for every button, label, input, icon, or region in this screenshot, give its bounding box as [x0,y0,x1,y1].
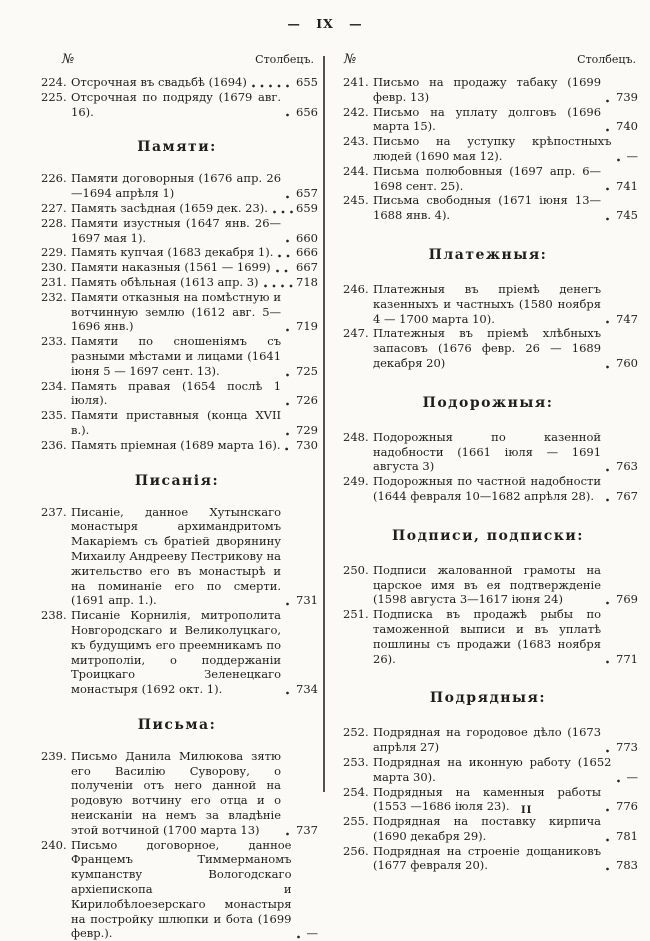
entry-title: Память засѣдная (1659 дек. 23). [71,200,268,215]
entry-column-number: 655 [296,75,318,89]
entry-column-number: 781 [616,828,638,843]
entry-title: Памяти наказныя (1561 — 1699) [71,260,271,275]
entry-title: Память купчая (1683 декабря 1). [71,245,274,260]
number-column-label: № [344,52,357,67]
entry-column-number: — [626,148,638,163]
left-column [36,52,318,941]
entry-column-number: 726 [296,393,318,408]
entry-column-number: 667 [296,260,318,275]
toc-entry [338,785,638,815]
entry-number: 230. [41,260,67,275]
entry-column-number: 730 [296,437,318,452]
toc-entry [338,844,638,874]
dot-leader [277,246,293,259]
toc-entry [36,379,318,409]
dot-leader [616,150,624,163]
dot-leader [285,231,293,244]
entry-title: Подрядная на иконную работу (1652 марта 30). [373,754,612,784]
dot-leader [285,594,293,607]
dot-leader [285,683,293,696]
entry-column-number: 719 [296,319,318,334]
entry-title: Платежныя въ пріемѣ хлѣбныхъ запасовъ (1676 февр. 26 — 1689 декабря 20) [373,326,602,370]
entry-title: Подорожныя по частной надобности (1644 февраля 10—1682 апрѣля 28). [373,474,602,503]
toc-entry [36,608,318,697]
entry-title: Письмо Данила Милюкова зятю его Василію Суворову, о полученіи отъ него данной на родовую вотчину его отца и о неисканіи на немъ за владѣніе этой вотчиной (1700 марта 13) [71,748,282,837]
toc-entry [36,438,318,453]
entry-number: 229. [41,245,67,260]
entry-title: Письма полюбовныя (1697 апр. 6—1698 сент. 25). [373,163,602,193]
right-column [338,52,638,873]
column-page-label: Столбецъ. [255,53,314,66]
entry-column-number: 771 [616,651,638,666]
entry-column-number: 656 [296,104,318,119]
toc-entry [338,430,638,474]
toc-entry [36,90,318,120]
entry-column-number: 660 [296,230,318,245]
toc-entry [36,838,318,941]
toc-entry [36,505,318,609]
entry-number: 241. [343,75,369,89]
dot-leader [605,357,613,370]
dot-leader [296,927,304,940]
toc-entry [338,164,638,194]
entry-column-number: 731 [296,593,318,608]
entry-title: Памяти изустныя (1647 янв. 26—1697 мая 1). [71,215,282,245]
entry-number: 234. [41,378,67,393]
toc-entry [36,334,318,378]
entry-column-number: 659 [296,200,318,215]
entry-number: 256. [343,843,369,858]
entry-title: Памяти договорныя (1676 апр. 26—1694 апрѣля 1) [71,171,282,201]
toc-entry [36,290,318,334]
entry-number: 238. [41,608,67,623]
entry-title: Памяти приставныя (конца XVII в.). [71,408,282,437]
entry-column-number: 783 [616,858,638,873]
entry-number: 231. [41,274,67,289]
entry-number: 247. [343,326,369,341]
entry-title: Подрядная на городовое дѣло (1673 апрѣля 27) [373,725,602,755]
entry-number: 233. [41,334,67,349]
entry-title: Подрядныя на каменныя работы (1553 —1686 іюля 23). [373,784,602,814]
entry-number: 251. [343,607,369,622]
dot-leader [605,830,613,843]
entry-title: Памяти отказныя на помѣстную и вотчинную землю (1612 авг. 5—1696 янв.) [71,289,282,334]
entry-number: 246. [343,281,369,296]
number-column-label: № [62,52,75,67]
toc-entry [36,245,318,260]
dot-leader [285,320,293,333]
section-heading: Подорожныя: [422,394,554,411]
right-column-entries [338,75,638,873]
entry-number: 227. [41,200,67,215]
toc-entry [338,282,638,326]
section-heading: Памяти: [137,139,217,156]
dot-leader [285,394,293,407]
entry-title: Памяти по сношеніямъ съ разными мѣстами и лицами (1641 іюня 5 — 1697 сент. 13). [71,334,282,378]
toc-entry [338,105,638,135]
toc-entry [338,134,638,164]
entry-title: Подписка въ продажѣ рыбы по таможенной выписи и въ уплатѣ пошлины съ продажи (1683 ноября 26). [373,607,602,666]
dot-leader [605,593,613,606]
entry-number: 240. [41,837,67,852]
dot-leader [605,490,613,503]
dot-leader [605,741,613,754]
page-number-header: — IX — [287,16,363,31]
entry-title: Письмо договорное, данное Францемъ Тиммерманомъ кумпанству Вологодскаго архіепископа и Кирилобѣлоезерскаго монастыря на постройку шлюпки и бота (1699 февр.). [71,837,292,941]
entry-number: 235. [41,408,67,423]
entry-column-number: — [626,769,638,784]
dot-leader [284,439,293,452]
entry-title: Подписи жалованной грамоты на царское имя въ ея подтвержденіе (1598 августа 3—1617 іюня 24) [373,562,602,607]
entry-column-number: 741 [616,178,638,193]
toc-entry [36,216,318,246]
toc-entry [36,171,318,201]
toc-entry [338,563,638,607]
dot-leader [605,91,613,104]
entry-number: 248. [343,429,369,444]
entry-column-number: 737 [296,822,318,837]
dot-leader [285,187,293,200]
entry-title: Писаніе, данное Хутынскаго монастыря архимандритомъ Макаріемъ съ братіей дворянину Михаилу Андрееву Пестрикову на жительство его въ монастырѣ и на поминаніе его по смерти. (1691 апр. 1.). [71,504,282,608]
entry-number: 253. [343,754,369,769]
entry-column-number: 739 [616,89,638,104]
toc-entry [338,725,638,755]
toc-entry [36,75,318,90]
entry-number: 226. [41,171,67,186]
section-heading: Подписи, подписки: [392,527,584,544]
entry-title: Письмо на уплату долговъ (1696 марта 15). [373,104,602,134]
dot-leader [616,771,624,784]
toc-entry [338,755,638,785]
toc-entry [36,749,318,838]
entry-column-number: 747 [616,311,638,326]
right-column-header [338,52,638,67]
dot-leader [605,120,613,133]
entry-number: 228. [41,215,67,230]
entry-title: Отсрочная въ свадьбѣ (1694) [71,75,247,89]
entry-number: 232. [41,289,67,304]
dot-leader [605,312,613,325]
entry-column-number: 657 [296,186,318,201]
toc-entry [338,607,638,666]
entry-column-number: 760 [616,355,638,370]
toc-entry [338,193,638,223]
toc-entry [338,75,638,105]
section-heading: Платежныя: [428,246,548,263]
entry-title: Платежныя въ пріемѣ денегъ казенныхъ и частныхъ (1580 ноября 4 — 1700 марта 10). [373,281,602,326]
dot-leader [605,209,613,222]
entry-column-number: 763 [616,459,638,474]
entry-column-number: — [306,926,318,941]
entry-number: 243. [343,134,369,149]
toc-entry [36,275,318,290]
left-column-entries [36,75,318,941]
dot-leader [272,202,293,215]
dot-leader [285,365,293,378]
toc-entry [36,408,318,438]
entry-number: 242. [343,104,369,119]
entry-number: 249. [343,474,369,489]
dot-leader [605,460,613,473]
entry-column-number: 745 [616,208,638,223]
section-heading: Подрядныя: [429,690,547,707]
entry-number: 252. [343,725,369,740]
entry-title: Отсрочная по подряду (1679 авг. 16). [71,89,282,119]
entry-title: Письмо на продажу табаку (1699 февр. 13) [373,75,602,104]
dot-leader [605,179,613,192]
entry-number: 255. [343,814,369,829]
entry-number: 236. [41,437,67,452]
signature-mark: II [521,805,533,816]
dot-leader [605,652,613,665]
dot-leader [605,800,613,813]
entry-title: Память пріемная (1689 марта 16). [71,437,281,452]
entry-title: Память обѣльная (1613 апр. 3) [71,274,259,289]
column-divider [323,56,325,792]
column-page-label: Столбецъ. [577,53,636,66]
entry-column-number: 740 [616,119,638,134]
entry-title: Подрядная на строеніе дощаниковъ (1677 февраля 20). [373,843,602,873]
entry-column-number: 725 [296,363,318,378]
toc-entry [338,814,638,844]
toc-entry [338,474,638,504]
entry-title: Память правая (1654 послѣ 1 іюля). [71,378,282,408]
entry-number: 250. [343,562,369,577]
entry-column-number: 729 [296,422,318,437]
left-column-header [36,52,318,67]
entry-number: 244. [343,163,369,178]
toc-entry [338,326,638,370]
entry-column-number: 666 [296,245,318,260]
entry-column-number: 734 [296,682,318,697]
section-heading: Писанія: [134,472,220,489]
toc-entry [36,201,318,216]
toc-entry [36,260,318,275]
entry-column-number: 773 [616,740,638,755]
entry-number: 237. [41,504,67,519]
entry-title: Письма свободныя (1671 іюня 13—1688 янв. 4). [373,193,602,223]
entry-number: 224. [41,75,67,89]
entry-number: 225. [41,89,67,104]
entry-number: 245. [343,193,369,208]
dot-leader [275,261,293,274]
dot-leader [263,276,293,289]
entry-column-number: 776 [616,799,638,814]
dot-leader [605,859,613,872]
entry-column-number: 767 [616,488,638,503]
dot-leader [285,424,293,437]
entry-title: Подорожныя по казенной надобности (1661 іюля — 1691 августа 3) [373,429,602,474]
dot-leader [285,105,293,118]
entry-title: Подрядная на поставку кирпича (1690 декабря 29). [373,814,602,843]
section-heading: Письма: [137,716,217,733]
dot-leader [285,824,293,837]
entry-title: Письмо на уступку крѣпостныхъ людей (1690 мая 12). [373,134,612,163]
entry-number: 254. [343,784,369,799]
entry-column-number: 718 [296,274,318,289]
entry-number: 239. [41,748,67,763]
entry-column-number: 769 [616,592,638,607]
entry-title: Писаніе Корнилія, митрополита Новгородскаго и Великолуцкаго, къ будущимъ его преемникамъ по митрополіи, о поддержаніи Троицкаго Зеленецкаго монастыря (1692 окт. 1). [71,608,282,697]
dot-leader [251,76,293,89]
